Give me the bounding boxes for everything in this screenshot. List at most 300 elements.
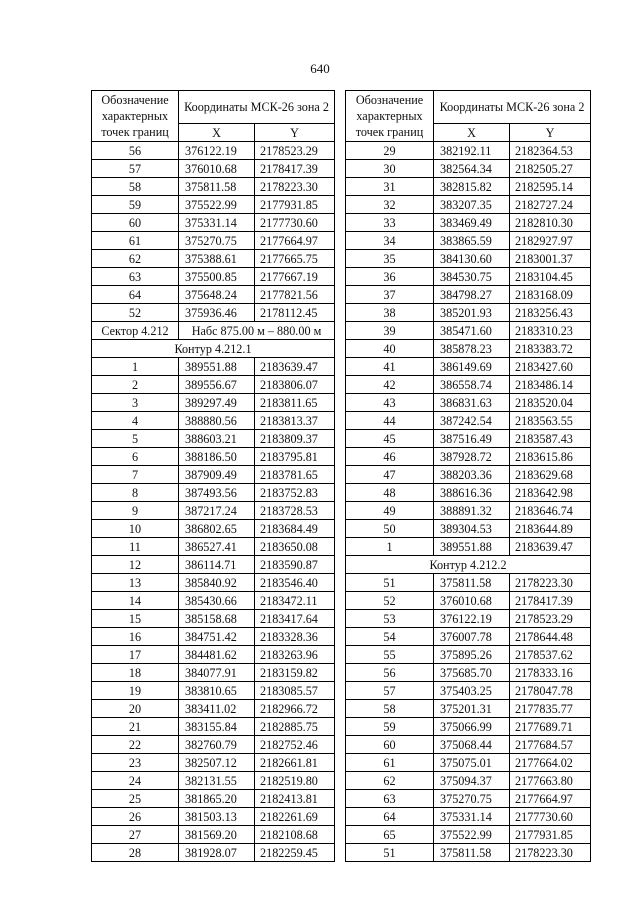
x-coordinate-cell: 375388.61 — [179, 250, 255, 268]
table-row — [346, 322, 591, 340]
table-row — [346, 826, 591, 844]
point-id-cell: 38 — [346, 304, 434, 322]
y-coordinate-cell: 2183328.36 — [255, 628, 335, 646]
y-coordinate-cell: 2183795.81 — [255, 448, 335, 466]
y-coordinate-cell: 2177931.85 — [255, 196, 335, 214]
x-coordinate-cell: 384751.42 — [179, 628, 255, 646]
y-coordinate-cell: 2182661.81 — [255, 754, 335, 772]
x-coordinate-cell: 375522.99 — [434, 826, 510, 844]
table-row — [92, 358, 335, 376]
header-point-designation: Обозначение характерных точек границ — [346, 91, 434, 142]
y-coordinate-cell: 2177821.56 — [255, 286, 335, 304]
table-row — [92, 574, 335, 592]
x-coordinate-cell: 384798.27 — [434, 286, 510, 304]
point-id-cell: 18 — [92, 664, 179, 682]
x-coordinate-cell: 382564.34 — [434, 160, 510, 178]
x-coordinate-cell: 382815.82 — [434, 178, 510, 196]
y-coordinate-cell: 2183472.11 — [255, 592, 335, 610]
point-id-cell: 19 — [92, 682, 179, 700]
table-row — [92, 376, 335, 394]
section-row — [92, 340, 335, 358]
point-id-cell: 12 — [92, 556, 179, 574]
x-coordinate-cell: 382131.55 — [179, 772, 255, 790]
x-coordinate-cell: 376010.68 — [434, 592, 510, 610]
x-coordinate-cell: 383810.65 — [179, 682, 255, 700]
x-coordinate-cell: 384077.91 — [179, 664, 255, 682]
table-row — [92, 484, 335, 502]
x-coordinate-cell: 375811.58 — [434, 844, 510, 862]
header-coordinates-system: Координаты МСК-26 зона 2 — [179, 91, 335, 124]
point-id-cell: 53 — [346, 610, 434, 628]
y-coordinate-cell: 2183615.86 — [510, 448, 591, 466]
table-row — [346, 196, 591, 214]
table-row — [346, 250, 591, 268]
table-row — [92, 700, 335, 718]
y-coordinate-cell: 2183806.07 — [255, 376, 335, 394]
y-coordinate-cell: 2183642.98 — [510, 484, 591, 502]
table-row — [346, 304, 591, 322]
point-id-cell: 24 — [92, 772, 179, 790]
table-row — [346, 574, 591, 592]
x-coordinate-cell: 389304.53 — [434, 520, 510, 538]
y-coordinate-cell: 2183256.43 — [510, 304, 591, 322]
table-row — [92, 430, 335, 448]
table-row — [346, 520, 591, 538]
x-coordinate-cell: 375331.14 — [179, 214, 255, 232]
point-id-cell: 1 — [92, 358, 179, 376]
table-row — [92, 214, 335, 232]
x-coordinate-cell: 375936.46 — [179, 304, 255, 322]
point-id-cell: 48 — [346, 484, 434, 502]
y-coordinate-cell: 2183168.09 — [510, 286, 591, 304]
y-coordinate-cell: 2182727.24 — [510, 196, 591, 214]
x-coordinate-cell: 375811.58 — [179, 178, 255, 196]
y-coordinate-cell: 2183520.04 — [510, 394, 591, 412]
y-coordinate-cell: 2183809.37 — [255, 430, 335, 448]
x-coordinate-cell: 386831.63 — [434, 394, 510, 412]
y-coordinate-cell: 2183563.55 — [510, 412, 591, 430]
y-coordinate-cell: 2177664.02 — [510, 754, 591, 772]
y-coordinate-cell: 2183417.64 — [255, 610, 335, 628]
y-coordinate-cell: 2183650.08 — [255, 538, 335, 556]
point-id-cell: 29 — [346, 142, 434, 160]
table-row — [346, 718, 591, 736]
point-id-cell: 28 — [92, 844, 179, 862]
table-row — [92, 826, 335, 844]
table-row — [346, 142, 591, 160]
section-title: Контур 4.212.1 — [92, 340, 335, 358]
x-coordinate-cell: 387928.72 — [434, 448, 510, 466]
table-row — [346, 394, 591, 412]
x-coordinate-cell: 381928.07 — [179, 844, 255, 862]
table-row — [346, 736, 591, 754]
table-row — [346, 358, 591, 376]
point-id-cell: 8 — [92, 484, 179, 502]
y-coordinate-cell: 2178523.29 — [510, 610, 591, 628]
y-coordinate-cell: 2178223.30 — [510, 574, 591, 592]
table-row — [92, 196, 335, 214]
point-id-cell: 36 — [346, 268, 434, 286]
y-coordinate-cell: 2183546.40 — [255, 574, 335, 592]
y-coordinate-cell: 2178417.39 — [255, 160, 335, 178]
point-id-cell: 62 — [346, 772, 434, 790]
x-coordinate-cell: 382192.11 — [434, 142, 510, 160]
y-coordinate-cell: 2183085.57 — [255, 682, 335, 700]
x-coordinate-cell: 375403.25 — [434, 682, 510, 700]
x-coordinate-cell: 384530.75 — [434, 268, 510, 286]
y-coordinate-cell: 2177664.97 — [255, 232, 335, 250]
point-id-cell: 2 — [92, 376, 179, 394]
x-coordinate-cell: 381503.13 — [179, 808, 255, 826]
y-coordinate-cell: 2182595.14 — [510, 178, 591, 196]
table-row — [92, 844, 335, 862]
y-coordinate-cell: 2183427.60 — [510, 358, 591, 376]
table-row — [92, 610, 335, 628]
y-coordinate-cell: 2182261.69 — [255, 808, 335, 826]
table-row — [92, 304, 335, 322]
section-title: Контур 4.212.2 — [346, 556, 591, 574]
y-coordinate-cell: 2183159.82 — [255, 664, 335, 682]
coordinates-table-left — [91, 90, 335, 862]
y-coordinate-cell: 2183263.96 — [255, 646, 335, 664]
x-coordinate-cell: 383155.84 — [179, 718, 255, 736]
point-id-cell: 26 — [92, 808, 179, 826]
table-row — [92, 664, 335, 682]
table-row — [346, 376, 591, 394]
point-id-cell: 34 — [346, 232, 434, 250]
x-coordinate-cell: 388880.56 — [179, 412, 255, 430]
point-id-cell: 57 — [346, 682, 434, 700]
y-coordinate-cell: 2183587.43 — [510, 430, 591, 448]
y-coordinate-cell: 2183639.47 — [510, 538, 591, 556]
table-row — [346, 754, 591, 772]
table-row — [92, 502, 335, 520]
y-coordinate-cell: 2177667.19 — [255, 268, 335, 286]
x-coordinate-cell: 386527.41 — [179, 538, 255, 556]
y-coordinate-cell: 2182505.27 — [510, 160, 591, 178]
y-coordinate-cell: 2178537.62 — [510, 646, 591, 664]
x-coordinate-cell: 385430.66 — [179, 592, 255, 610]
table-row — [92, 448, 335, 466]
y-coordinate-cell: 2183728.53 — [255, 502, 335, 520]
point-id-cell: 56 — [92, 142, 179, 160]
point-id-cell: 25 — [92, 790, 179, 808]
x-coordinate-cell: 376122.19 — [434, 610, 510, 628]
table-row — [92, 736, 335, 754]
x-coordinate-cell: 376010.68 — [179, 160, 255, 178]
table-row — [346, 538, 591, 556]
x-coordinate-cell: 389297.49 — [179, 394, 255, 412]
y-coordinate-cell: 2183781.65 — [255, 466, 335, 484]
point-id-cell: 15 — [92, 610, 179, 628]
table-row — [346, 682, 591, 700]
point-id-cell: 22 — [92, 736, 179, 754]
x-coordinate-cell: 388203.36 — [434, 466, 510, 484]
y-coordinate-cell: 2177730.60 — [255, 214, 335, 232]
point-id-cell: 10 — [92, 520, 179, 538]
y-coordinate-cell: 2177664.97 — [510, 790, 591, 808]
x-coordinate-cell: 375068.44 — [434, 736, 510, 754]
x-coordinate-cell: 382507.12 — [179, 754, 255, 772]
y-coordinate-cell: 2183811.65 — [255, 394, 335, 412]
point-id-cell: 52 — [346, 592, 434, 610]
x-coordinate-cell: 383207.35 — [434, 196, 510, 214]
y-coordinate-cell: 2177730.60 — [510, 808, 591, 826]
table-row — [92, 538, 335, 556]
page-number: 640 — [310, 61, 330, 76]
y-coordinate-cell: 2177689.71 — [510, 718, 591, 736]
table-row — [346, 502, 591, 520]
header-x: X — [179, 124, 255, 142]
table-row — [92, 754, 335, 772]
x-coordinate-cell: 387909.49 — [179, 466, 255, 484]
point-id-cell: 60 — [346, 736, 434, 754]
y-coordinate-cell: 2182364.53 — [510, 142, 591, 160]
point-id-cell: 42 — [346, 376, 434, 394]
y-coordinate-cell: 2183104.45 — [510, 268, 591, 286]
x-coordinate-cell: 376007.78 — [434, 628, 510, 646]
y-coordinate-cell: 2178523.29 — [255, 142, 335, 160]
table-row — [346, 484, 591, 502]
y-coordinate-cell: 2177684.57 — [510, 736, 591, 754]
x-coordinate-cell: 375270.75 — [434, 790, 510, 808]
point-id-cell: 58 — [346, 700, 434, 718]
table-row — [92, 250, 335, 268]
point-id-cell: 33 — [346, 214, 434, 232]
point-id-cell: 57 — [92, 160, 179, 178]
x-coordinate-cell: 375094.37 — [434, 772, 510, 790]
point-id-cell: 43 — [346, 394, 434, 412]
table-row — [92, 286, 335, 304]
header-x: X — [434, 124, 510, 142]
y-coordinate-cell: 2183639.47 — [255, 358, 335, 376]
point-id-cell: 63 — [92, 268, 179, 286]
point-id-cell: 64 — [92, 286, 179, 304]
x-coordinate-cell: 389551.88 — [179, 358, 255, 376]
x-coordinate-cell: 387516.49 — [434, 430, 510, 448]
x-coordinate-cell: 387217.24 — [179, 502, 255, 520]
section-row — [346, 556, 591, 574]
point-id-cell: 49 — [346, 502, 434, 520]
point-id-cell: 37 — [346, 286, 434, 304]
table-row — [92, 142, 335, 160]
x-coordinate-cell: 386149.69 — [434, 358, 510, 376]
point-id-cell: 52 — [92, 304, 179, 322]
point-id-cell: 60 — [92, 214, 179, 232]
point-id-cell: 21 — [92, 718, 179, 736]
point-id-cell: 59 — [92, 196, 179, 214]
x-coordinate-cell: 387493.56 — [179, 484, 255, 502]
table-row — [346, 232, 591, 250]
point-id-cell: 20 — [92, 700, 179, 718]
point-id-cell: 41 — [346, 358, 434, 376]
point-id-cell: 44 — [346, 412, 434, 430]
point-id-cell: 30 — [346, 160, 434, 178]
table-row — [92, 790, 335, 808]
table-row — [92, 646, 335, 664]
y-coordinate-cell: 2182259.45 — [255, 844, 335, 862]
x-coordinate-cell: 375895.26 — [434, 646, 510, 664]
header-coordinates-system: Координаты МСК-26 зона 2 — [434, 91, 591, 124]
x-coordinate-cell: 381865.20 — [179, 790, 255, 808]
table-row — [92, 394, 335, 412]
table-row — [346, 646, 591, 664]
table-row — [346, 286, 591, 304]
point-id-cell: Сектор 4.212 — [92, 322, 179, 340]
y-coordinate-cell: 2182966.72 — [255, 700, 335, 718]
y-coordinate-cell: 2183383.72 — [510, 340, 591, 358]
point-id-cell: 61 — [92, 232, 179, 250]
table-row — [346, 448, 591, 466]
point-id-cell: 54 — [346, 628, 434, 646]
x-coordinate-cell: 389551.88 — [434, 538, 510, 556]
header-y: Y — [255, 124, 335, 142]
table-row — [92, 808, 335, 826]
x-coordinate-cell: 385158.68 — [179, 610, 255, 628]
table-row — [346, 610, 591, 628]
x-coordinate-cell: 384481.62 — [179, 646, 255, 664]
y-coordinate-cell: 2182810.30 — [510, 214, 591, 232]
table-row — [92, 178, 335, 196]
point-id-cell: 4 — [92, 412, 179, 430]
table-body-right — [346, 142, 591, 862]
y-coordinate-cell: 2182519.80 — [255, 772, 335, 790]
table-row — [92, 160, 335, 178]
point-id-cell: 51 — [346, 574, 434, 592]
y-coordinate-cell: 2183752.83 — [255, 484, 335, 502]
y-coordinate-cell: 2183486.14 — [510, 376, 591, 394]
point-id-cell: 55 — [346, 646, 434, 664]
x-coordinate-cell: 375811.58 — [434, 574, 510, 592]
point-id-cell: 40 — [346, 340, 434, 358]
y-coordinate-cell: 2183646.74 — [510, 502, 591, 520]
x-coordinate-cell: 375270.75 — [179, 232, 255, 250]
point-id-cell: 61 — [346, 754, 434, 772]
y-coordinate-cell: 2183684.49 — [255, 520, 335, 538]
x-coordinate-cell: 383411.02 — [179, 700, 255, 718]
point-id-cell: 47 — [346, 466, 434, 484]
table-row — [346, 214, 591, 232]
x-coordinate-cell: 375066.99 — [434, 718, 510, 736]
table-row — [92, 772, 335, 790]
point-id-cell: 14 — [92, 592, 179, 610]
table-row — [346, 178, 591, 196]
table-row — [346, 268, 591, 286]
table-row — [346, 808, 591, 826]
point-id-cell: 32 — [346, 196, 434, 214]
table-row — [92, 628, 335, 646]
coordinates-table-right — [345, 90, 591, 862]
header-y: Y — [510, 124, 591, 142]
x-coordinate-cell: 385878.23 — [434, 340, 510, 358]
table-row — [346, 466, 591, 484]
point-id-cell: 39 — [346, 322, 434, 340]
x-coordinate-cell: 382760.79 — [179, 736, 255, 754]
table-row — [346, 772, 591, 790]
x-coordinate-cell: 388891.32 — [434, 502, 510, 520]
table-row — [346, 160, 591, 178]
table-body-left — [92, 142, 335, 862]
point-id-cell: 13 — [92, 574, 179, 592]
x-coordinate-cell: 376122.19 — [179, 142, 255, 160]
table-row — [346, 790, 591, 808]
x-coordinate-cell: 381569.20 — [179, 826, 255, 844]
point-id-cell: 6 — [92, 448, 179, 466]
table-row — [92, 466, 335, 484]
x-coordinate-cell: 375522.99 — [179, 196, 255, 214]
y-coordinate-cell: 2183001.37 — [510, 250, 591, 268]
point-id-cell: 3 — [92, 394, 179, 412]
table-row — [346, 844, 591, 862]
x-coordinate-cell: 383469.49 — [434, 214, 510, 232]
x-coordinate-cell: 389556.67 — [179, 376, 255, 394]
x-coordinate-cell: 385840.92 — [179, 574, 255, 592]
table-row — [346, 664, 591, 682]
y-coordinate-cell: 2183813.37 — [255, 412, 335, 430]
y-coordinate-cell: 2177835.77 — [510, 700, 591, 718]
x-coordinate-cell: 385471.60 — [434, 322, 510, 340]
x-coordinate-cell: 386558.74 — [434, 376, 510, 394]
point-id-cell: 62 — [92, 250, 179, 268]
x-coordinate-cell: 375685.70 — [434, 664, 510, 682]
point-id-cell: 35 — [346, 250, 434, 268]
y-coordinate-cell: 2183629.68 — [510, 466, 591, 484]
point-id-cell: 58 — [92, 178, 179, 196]
y-coordinate-cell: 2182927.97 — [510, 232, 591, 250]
x-coordinate-cell: 375648.24 — [179, 286, 255, 304]
point-id-cell: 16 — [92, 628, 179, 646]
point-id-cell: 45 — [346, 430, 434, 448]
y-coordinate-cell: 2182885.75 — [255, 718, 335, 736]
x-coordinate-cell: 375500.85 — [179, 268, 255, 286]
x-coordinate-cell: 388603.21 — [179, 430, 255, 448]
table-row — [346, 412, 591, 430]
point-id-cell: 9 — [92, 502, 179, 520]
y-coordinate-cell: 2182413.81 — [255, 790, 335, 808]
y-coordinate-cell: 2177931.85 — [510, 826, 591, 844]
point-id-cell: 5 — [92, 430, 179, 448]
header-point-designation: Обозначение характерных точек границ — [92, 91, 179, 142]
point-id-cell: 56 — [346, 664, 434, 682]
x-coordinate-cell: 388186.50 — [179, 448, 255, 466]
y-coordinate-cell: 2182108.68 — [255, 826, 335, 844]
table-row — [92, 682, 335, 700]
point-id-cell: 31 — [346, 178, 434, 196]
y-coordinate-cell: 2178223.30 — [510, 844, 591, 862]
point-id-cell: 59 — [346, 718, 434, 736]
y-coordinate-cell: 2183644.89 — [510, 520, 591, 538]
y-coordinate-cell: 2177663.80 — [510, 772, 591, 790]
y-coordinate-cell: 2182752.46 — [255, 736, 335, 754]
table-row — [346, 340, 591, 358]
table-row — [346, 700, 591, 718]
point-id-cell: 27 — [92, 826, 179, 844]
point-id-cell: 23 — [92, 754, 179, 772]
x-coordinate-cell: 384130.60 — [434, 250, 510, 268]
point-id-cell: 65 — [346, 826, 434, 844]
table-row — [92, 718, 335, 736]
table-row — [92, 268, 335, 286]
x-coordinate-cell: 385201.93 — [434, 304, 510, 322]
y-coordinate-cell: 2178223.30 — [255, 178, 335, 196]
y-coordinate-cell: 2183590.87 — [255, 556, 335, 574]
point-id-cell: 64 — [346, 808, 434, 826]
y-coordinate-cell: 2178112.45 — [255, 304, 335, 322]
x-coordinate-cell: 386114.71 — [179, 556, 255, 574]
x-coordinate-cell: 387242.54 — [434, 412, 510, 430]
point-id-cell: 51 — [346, 844, 434, 862]
table-row — [346, 430, 591, 448]
